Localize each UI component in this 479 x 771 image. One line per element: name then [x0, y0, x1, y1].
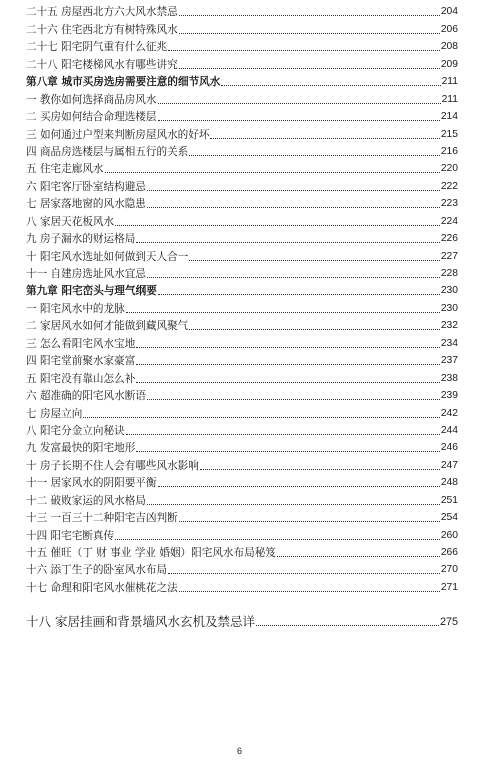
- dot-leader: [115, 539, 440, 540]
- toc-entry-row: [26, 142, 458, 159]
- toc-entry-page: 230: [440, 302, 458, 314]
- toc-entry-title: 七 居家落地窗的风水隐患: [26, 198, 146, 211]
- toc-entry-page: 242: [440, 407, 458, 419]
- toc-entry-row: [26, 438, 458, 455]
- dot-leader: [83, 417, 439, 418]
- toc-entry-page: 244: [440, 424, 458, 436]
- toc-entry-title: 二十五 房屋西北方六大风水禁忌: [26, 6, 178, 19]
- dot-leader: [179, 521, 440, 522]
- toc-entry-page: 204: [440, 6, 458, 18]
- toc-entry-page: 234: [440, 337, 458, 349]
- toc-entry-page: 215: [440, 128, 458, 140]
- toc-entry-page: 222: [440, 180, 458, 192]
- toc-entry-title: 十八 家居挂画和背景墙风水玄机及禁忌详: [26, 613, 255, 629]
- toc-entry-page: 251: [440, 494, 458, 506]
- toc-entry-title: 十四 阳宅宅断真传: [26, 529, 115, 542]
- dot-leader: [147, 399, 440, 400]
- toc-entry-row: [26, 54, 458, 71]
- toc-entry-row: [26, 176, 458, 193]
- dot-leader: [158, 486, 440, 487]
- dot-leader: [179, 15, 440, 16]
- toc-entry-row: [26, 351, 458, 368]
- toc-entry-page: 230: [440, 285, 458, 297]
- toc-entry-page: 260: [440, 529, 458, 541]
- dot-leader: [147, 504, 440, 505]
- dot-leader: [126, 434, 440, 435]
- toc-entry-row: [26, 525, 458, 542]
- dot-leader: [147, 207, 440, 208]
- toc-entry-row: [26, 124, 458, 141]
- toc-entry-title: 五 阳宅没有靠山怎么补: [26, 372, 136, 385]
- toc-entry-title: 四 阳宅堂前聚水家豪富: [26, 355, 136, 368]
- toc-entry-title: 六 阳宅客厅卧室结构避忌: [26, 180, 146, 193]
- toc-entry-page: 209: [440, 58, 458, 70]
- toc-entry-row: [26, 2, 458, 19]
- toc-entry-page: 211: [441, 93, 458, 105]
- toc-entry-title: 十 房子长期不住人会有哪些风水影响: [26, 459, 199, 472]
- table-of-contents: [26, 2, 458, 629]
- toc-entry-title: 八 家居天花板风水: [26, 215, 115, 228]
- toc-entry-page: 270: [440, 564, 458, 576]
- toc-entry-page: 266: [440, 547, 458, 558]
- toc-entry-row: [26, 298, 458, 315]
- toc-entry-page: 239: [440, 390, 458, 402]
- toc-entry-title: 一 教你如何选择商品房风水: [26, 93, 157, 106]
- toc-entry-page: 228: [440, 268, 458, 279]
- page-number: 6: [236, 746, 242, 756]
- dot-leader: [136, 347, 440, 348]
- dot-leader: [136, 364, 440, 365]
- dot-leader: [105, 172, 440, 173]
- toc-entry-title: 五 住宅走廊风水: [26, 163, 104, 176]
- toc-chapter-row: [26, 72, 458, 89]
- toc-entry-title: 八 阳宅分金立向秘诀: [26, 424, 125, 437]
- dot-leader: [179, 68, 440, 69]
- toc-entry-title: 六 超准确的阳宅风水断语: [26, 390, 146, 403]
- toc-entry-row: [26, 473, 458, 490]
- toc-entry-title: 第九章 阳宅峦头与理气纲要: [26, 285, 157, 298]
- dot-leader: [189, 155, 440, 156]
- dot-leader: [179, 591, 440, 592]
- dot-leader: [168, 573, 440, 574]
- toc-entry-title: 二十八 阳宅楼梯风水有哪些讲究: [26, 58, 178, 71]
- dot-leader: [200, 469, 440, 470]
- toc-entry-title: 十二 破败家运的风水格局: [26, 494, 146, 507]
- toc-entry-page: 224: [440, 215, 458, 227]
- dot-leader: [179, 33, 440, 34]
- dot-leader: [147, 277, 440, 278]
- toc-entry-row: [26, 421, 458, 438]
- toc-entry-page: 211: [441, 76, 458, 88]
- toc-entry-title: 十 阳宅风水选址如何做到天人合一: [26, 250, 189, 263]
- toc-entry-page: 206: [440, 23, 458, 35]
- toc-entry-title: 十三 一百三十二种阳宅吉凶判断: [26, 512, 178, 525]
- toc-entry-page: 275: [439, 615, 458, 628]
- toc-entry-row: [26, 264, 458, 281]
- toc-entry-page: 220: [440, 163, 458, 175]
- toc-entry-page: 254: [440, 512, 458, 524]
- dot-leader: [256, 625, 439, 626]
- toc-entry-page: 237: [440, 355, 458, 367]
- toc-entry-page: 271: [440, 581, 458, 593]
- toc-entry-row: [26, 159, 458, 176]
- toc-entry-title: 十一 居家风水的阴阳要平衡: [26, 477, 157, 490]
- toc-entry-page: 208: [440, 41, 458, 53]
- dot-leader: [136, 242, 440, 243]
- dot-leader: [277, 556, 440, 557]
- toc-entry-title: 二 家居风水如何才能做到藏风聚气: [26, 320, 189, 333]
- toc-entry-row: [26, 19, 458, 36]
- toc-entry-title: 二十七 阳宅阴气重有什么征兆: [26, 41, 168, 54]
- toc-entry-row: [26, 368, 458, 385]
- toc-entry-page: 247: [440, 459, 458, 471]
- toc-entry-page: 216: [440, 145, 458, 157]
- toc-entry-row: [26, 543, 458, 560]
- toc-entry-title: 七 房屋立向: [26, 407, 83, 420]
- dot-leader: [126, 312, 440, 313]
- toc-entry-page: 214: [440, 111, 458, 123]
- toc-entry-row: [26, 601, 458, 629]
- toc-entry-title: 十五 催旺（丁 财 事业 学业 婚姻）阳宅风水布局秘笈: [26, 547, 276, 559]
- toc-entry-title: 十一 自建房选址风水宜忌: [26, 268, 146, 280]
- dot-leader: [158, 294, 440, 295]
- toc-entry-title: 九 发富最快的阳宅地形: [26, 442, 136, 455]
- toc-entry-page: 246: [440, 442, 458, 454]
- dot-leader: [158, 103, 441, 104]
- toc-entry-page: 248: [440, 477, 458, 489]
- toc-entry-title: 第八章 城市买房选房需要注意的细节风水: [26, 76, 221, 89]
- toc-entry-title: 三 怎么看阳宅风水宝地: [26, 337, 136, 350]
- dot-leader: [210, 138, 439, 139]
- toc-entry-row: [26, 508, 458, 525]
- dot-leader: [221, 85, 440, 86]
- toc-chapter-row: [26, 281, 458, 298]
- toc-entry-title: 二 买房如何结合命理选楼层: [26, 111, 157, 124]
- toc-entry-title: 四 商品房选楼层与属相五行的关系: [26, 145, 189, 158]
- toc-entry-row: [26, 211, 458, 228]
- toc-entry-page: 238: [440, 372, 458, 384]
- toc-entry-row: [26, 403, 458, 420]
- toc-entry-row: [26, 386, 458, 403]
- dot-leader: [189, 260, 440, 261]
- toc-entry-row: [26, 246, 458, 263]
- toc-entry-title: 十六 添丁生子的卧室风水布局: [26, 564, 168, 577]
- toc-entry-title: 二十六 住宅西北方有树特殊风水: [26, 23, 178, 36]
- toc-entry-row: [26, 560, 458, 577]
- toc-entry-title: 三 如何通过户型来判断房屋风水的好坏: [26, 128, 210, 141]
- toc-entry-row: [26, 194, 458, 211]
- toc-entry-title: 九 房子漏水的财运格局: [26, 233, 136, 246]
- dot-leader: [189, 329, 440, 330]
- dot-leader: [115, 225, 440, 226]
- toc-entry-row: [26, 37, 458, 54]
- toc-entry-row: [26, 577, 458, 594]
- toc-entry-row: [26, 89, 458, 106]
- toc-entry-page: 226: [440, 233, 458, 245]
- toc-entry-title: 十七 命理和阳宅风水催桃花之法: [26, 581, 178, 594]
- toc-entry-page: 232: [440, 320, 458, 332]
- dot-leader: [136, 382, 440, 383]
- toc-entry-page: 223: [440, 198, 458, 210]
- toc-entry-page: 227: [440, 250, 458, 262]
- toc-entry-row: [26, 229, 458, 246]
- toc-entry-row: [26, 316, 458, 333]
- toc-entry-row: [26, 333, 458, 350]
- toc-entry-row: [26, 490, 458, 507]
- toc-entry-row: [26, 455, 458, 472]
- dot-leader: [147, 190, 440, 191]
- toc-entry-row: [26, 107, 458, 124]
- dot-leader: [158, 120, 440, 121]
- dot-leader: [168, 50, 440, 51]
- toc-entry-title: 一 阳宅风水中的龙脉: [26, 302, 125, 315]
- dot-leader: [136, 451, 440, 452]
